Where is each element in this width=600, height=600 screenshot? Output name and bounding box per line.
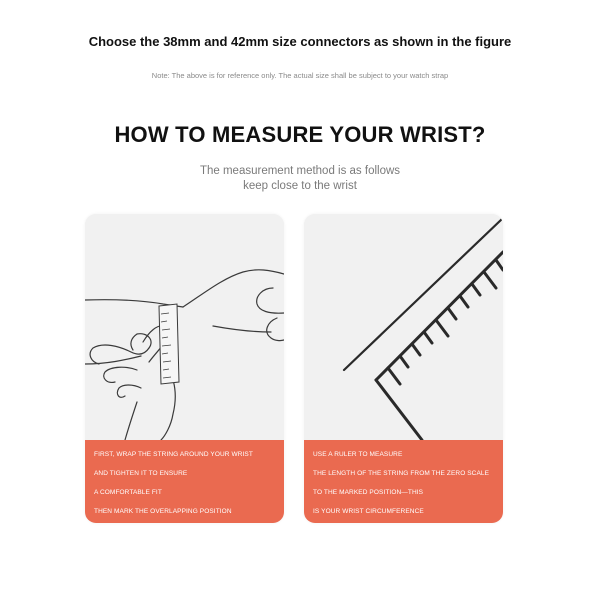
measure-step-card-string	[85, 214, 284, 523]
section-subtitle	[0, 164, 600, 194]
subtitle-line-1: The measurement method is as follows	[199, 165, 401, 177]
ruler-icon	[304, 214, 503, 440]
section-heading: HOW TO MEASURE YOUR WRIST?	[114, 122, 486, 147]
caption-line: FIRST, WRAP THE STRING AROUND YOUR WRIST	[94, 451, 253, 458]
connector-size-title: Choose the 38mm and 42mm size connectors as shown in the figure	[88, 34, 512, 49]
caption-line: USE A RULER TO MEASURE	[313, 451, 403, 458]
illustration-panel	[304, 214, 503, 440]
reference-note: Note: The above is for reference only. The actual size shall be subject to your watch strap	[151, 71, 449, 80]
caption-line: TO THE MARKED POSITION—THIS	[313, 489, 424, 496]
step-caption	[304, 440, 503, 523]
illustration-panel	[85, 214, 284, 440]
caption-line: THE LENGTH OF THE STRING FROM THE ZERO SCALE	[313, 470, 490, 477]
caption-line: A COMFORTABLE FIT	[94, 489, 162, 496]
caption-line: IS YOUR WRIST CIRCUMFERENCE	[313, 508, 424, 515]
step-caption	[85, 440, 284, 523]
subtitle-line-2: keep close to the wrist	[243, 180, 357, 192]
caption-line: AND TIGHTEN IT TO ENSURE	[94, 470, 188, 477]
hand-measuring-wrist-icon	[85, 214, 284, 440]
measure-step-card-ruler	[304, 214, 503, 523]
caption-line: THEN MARK THE OVERLAPPING POSITION	[94, 508, 232, 515]
